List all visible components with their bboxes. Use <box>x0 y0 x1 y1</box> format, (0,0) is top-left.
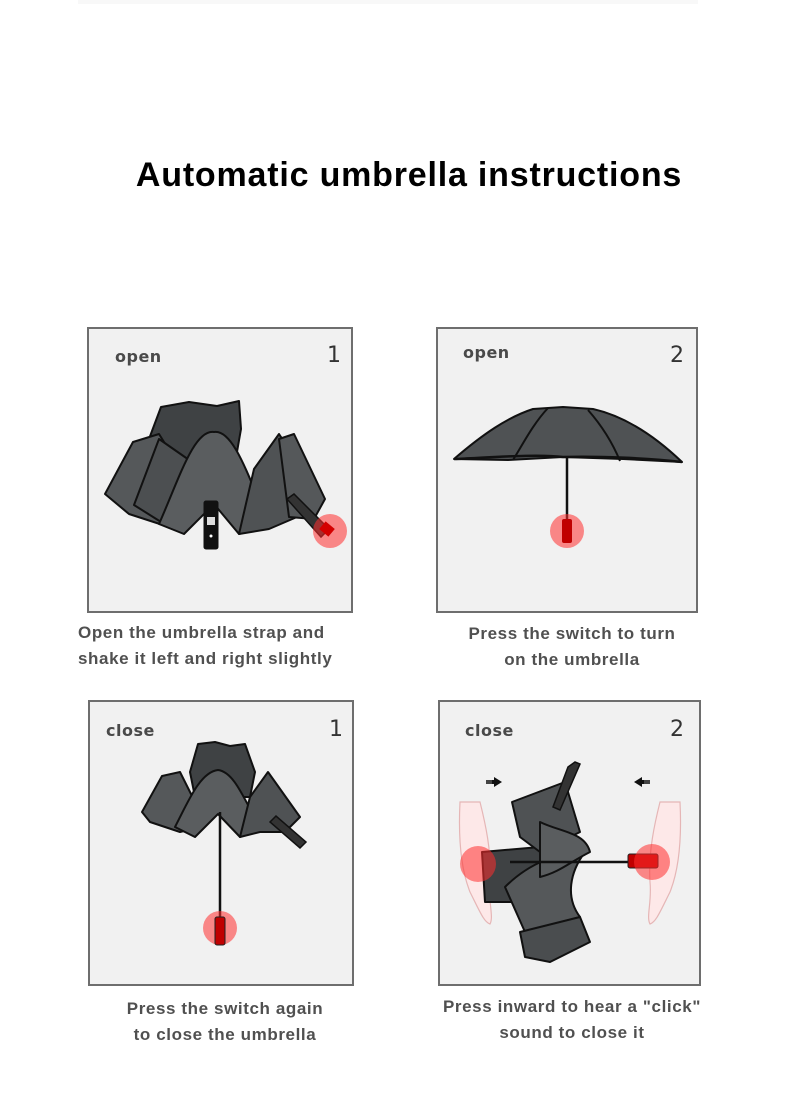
caption-line: Press inward to hear a "click" <box>442 997 702 1016</box>
panel-open-step-2 <box>436 327 698 613</box>
caption-open-step-1 <box>62 620 392 672</box>
inverted-umbrella-illustration <box>89 329 351 611</box>
caption-line: shake it left and right slightly <box>78 649 333 668</box>
left-press-highlight-icon <box>460 846 496 882</box>
panel-close-step-2 <box>438 700 701 986</box>
caption-open-step-2 <box>420 621 724 673</box>
caption-line: on the umbrella <box>504 650 640 669</box>
right-press-highlight-icon <box>634 844 670 880</box>
step-number: 1 <box>327 343 341 368</box>
caption-line: to close the umbrella <box>133 1025 317 1044</box>
arrow-left-icon <box>634 777 650 787</box>
caption-close-step-2 <box>410 994 734 1046</box>
panel-label: open <box>463 343 510 362</box>
caption-line: Press the switch to turn <box>468 624 676 643</box>
caption-line: Press the switch again <box>126 999 324 1018</box>
inverted-umbrella-switch-illustration <box>90 702 352 984</box>
panel-open-step-1 <box>87 327 353 613</box>
panel-label: close <box>465 721 514 740</box>
top-divider <box>78 0 698 4</box>
arrow-right-icon <box>486 777 502 787</box>
caption-line: Open the umbrella strap and <box>78 623 325 642</box>
open-umbrella-illustration <box>438 329 696 611</box>
page-title: Automatic umbrella instructions <box>135 156 683 194</box>
panel-close-step-1 <box>88 700 354 986</box>
panel-label: open <box>115 347 162 366</box>
step-number: 2 <box>670 717 684 742</box>
caption-close-step-1 <box>70 996 380 1048</box>
step-number: 2 <box>670 343 684 368</box>
panel-label: close <box>106 721 155 740</box>
caption-line: sound to close it <box>499 1023 645 1042</box>
hands-pressing-umbrella-illustration <box>440 702 699 984</box>
step-number: 1 <box>329 717 343 742</box>
